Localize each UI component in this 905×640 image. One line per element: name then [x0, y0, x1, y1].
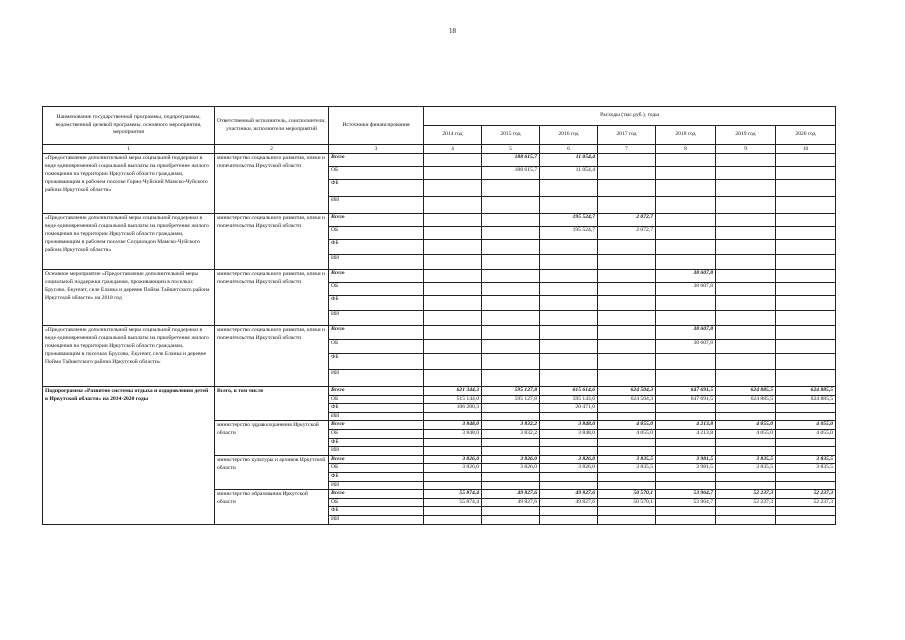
subprogram-name-cell: Подпрограмма «Развитие системы отдыха и оздоровления детей в Иркутской области» на 2014-2020 годы: [43, 387, 215, 525]
value-cell: [716, 326, 776, 340]
column-number: 6: [540, 145, 598, 154]
source-cell: ОБ: [329, 283, 424, 296]
source-cell: Всего: [329, 490, 424, 499]
value-cell: 624 885,5: [716, 395, 776, 404]
source-cell: ИИ: [329, 370, 424, 387]
value-cell: [716, 311, 776, 326]
value-cell: [598, 311, 656, 326]
value-cell: [656, 354, 716, 370]
value-cell: [598, 438, 656, 447]
value-cell: [424, 311, 482, 326]
value-cell: [656, 438, 716, 447]
table-row: [43, 154, 836, 167]
value-cell: [656, 447, 716, 456]
value-cell: 11 054,4: [540, 154, 598, 167]
value-cell: [482, 354, 540, 370]
value-cell: [482, 214, 540, 227]
value-cell: [540, 326, 598, 340]
value-cell: [776, 472, 836, 481]
value-cell: [776, 167, 836, 180]
header-year: 2017 год: [598, 126, 656, 145]
value-cell: [598, 515, 656, 524]
value-cell: [598, 270, 656, 283]
value-cell: [482, 370, 540, 387]
header-year: 2020 год: [776, 126, 836, 145]
value-cell: 3 826,0: [424, 455, 482, 464]
value-cell: [482, 311, 540, 326]
value-cell: [540, 481, 598, 490]
value-cell: 3 981,5: [656, 464, 716, 473]
value-cell: [598, 447, 656, 456]
value-cell: [776, 240, 836, 255]
value-cell: [598, 472, 656, 481]
value-cell: 647 691,5: [656, 395, 716, 404]
value-cell: [424, 197, 482, 214]
value-cell: [540, 296, 598, 311]
value-cell: [776, 270, 836, 283]
value-cell: 3 835,5: [716, 464, 776, 473]
value-cell: [656, 214, 716, 227]
value-cell: [776, 481, 836, 490]
value-cell: 53 964,7: [656, 498, 716, 507]
value-cell: [776, 180, 836, 197]
program-name-cell: «Предоставление дополнительной меры социальной поддержки в виде единовременной социальной выплаты на приобретение жилого помещения на территории Иркутской области гражданам, проживающим в поселках Брусово, Екунчет, селе Еланка и деревне Пойма Тайшетского района Иркутской области»: [43, 326, 215, 387]
value-cell: [482, 472, 540, 481]
value-cell: [776, 370, 836, 387]
value-cell: [656, 481, 716, 490]
value-cell: 615 614,6: [540, 387, 598, 396]
value-cell: 4 055,0: [716, 429, 776, 438]
value-cell: [776, 515, 836, 524]
header-source: Источники финансирования: [329, 107, 424, 145]
value-cell: [598, 180, 656, 197]
value-cell: [540, 370, 598, 387]
value-cell: 4 213,8: [656, 429, 716, 438]
value-cell: 52 237,3: [716, 498, 776, 507]
value-cell: 195 524,7: [540, 227, 598, 240]
page-number: 18: [449, 27, 456, 35]
source-cell: ОБ: [329, 227, 424, 240]
value-cell: 106 200,3: [424, 404, 482, 413]
value-cell: 52 237,3: [776, 490, 836, 499]
value-cell: [424, 255, 482, 270]
value-cell: [656, 472, 716, 481]
value-cell: 3 826,0: [424, 464, 482, 473]
table-row: [43, 326, 836, 340]
executor-cell: министерство социального развития, опеки и попечительства Иркутской области: [215, 154, 329, 214]
value-cell: [424, 370, 482, 387]
source-cell: ИИ: [329, 197, 424, 214]
source-cell: Всего: [329, 326, 424, 340]
value-cell: 50 570,1: [598, 498, 656, 507]
value-cell: [776, 326, 836, 340]
value-cell: [540, 270, 598, 283]
value-cell: [540, 472, 598, 481]
value-cell: [424, 412, 482, 421]
value-cell: 3 848,0: [540, 421, 598, 430]
value-cell: [482, 481, 540, 490]
source-cell: ФБ: [329, 472, 424, 481]
program-name-cell: «Предоставление дополнительной меры социальной поддержки в виде единовременной социальной выплаты на приобретение жилого помещения на территории Иркутской области гражданам, проживающим в рабочем поселке Согдиондон Мамско-Чуйского района Иркутской области»: [43, 214, 215, 270]
value-cell: [776, 311, 836, 326]
value-cell: [716, 167, 776, 180]
header-year: 2014 год: [424, 126, 482, 145]
value-cell: [716, 180, 776, 197]
value-cell: 3 835,5: [716, 455, 776, 464]
value-cell: [716, 412, 776, 421]
value-cell: [656, 255, 716, 270]
value-cell: [482, 283, 540, 296]
source-cell: Всего: [329, 270, 424, 283]
value-cell: [482, 507, 540, 516]
source-cell: ОБ: [329, 340, 424, 354]
value-cell: 55 874,4: [424, 490, 482, 499]
value-cell: [776, 412, 836, 421]
value-cell: [540, 197, 598, 214]
value-cell: [424, 167, 482, 180]
value-cell: 3 848,0: [540, 429, 598, 438]
value-cell: [776, 227, 836, 240]
budget-table: [42, 106, 836, 525]
value-cell: 621 344,3: [424, 387, 482, 396]
header-year: 2019 год: [716, 126, 776, 145]
value-cell: 38 607,8: [656, 340, 716, 354]
program-name-cell: «Предоставление дополнительной меры социальной поддержки в виде единовременной социальной выплаты на приобретение жилого помещения на территории Иркутской области гражданам, проживающим в рабочем поселке Горно-Чуйский Мамско-Чуйского района Иркутской области»: [43, 154, 215, 214]
value-cell: 55 874,4: [424, 498, 482, 507]
source-cell: ФБ: [329, 296, 424, 311]
source-cell: ИИ: [329, 255, 424, 270]
source-cell: ФБ: [329, 354, 424, 370]
value-cell: [482, 412, 540, 421]
value-cell: [776, 438, 836, 447]
value-cell: [716, 283, 776, 296]
value-cell: 49 827,6: [540, 498, 598, 507]
value-cell: [424, 214, 482, 227]
value-cell: 3 835,5: [598, 464, 656, 473]
value-cell: 624 504,3: [598, 395, 656, 404]
value-cell: [656, 180, 716, 197]
value-cell: [656, 197, 716, 214]
value-cell: [656, 515, 716, 524]
column-number: 3: [329, 145, 424, 154]
value-cell: 3 835,5: [776, 455, 836, 464]
source-cell: Всего: [329, 387, 424, 396]
value-cell: [716, 154, 776, 167]
value-cell: [482, 197, 540, 214]
value-cell: [424, 481, 482, 490]
value-cell: 2 072,7: [598, 214, 656, 227]
value-cell: [716, 214, 776, 227]
value-cell: 3 832,2: [482, 421, 540, 430]
value-cell: [598, 154, 656, 167]
value-cell: [540, 515, 598, 524]
source-cell: ФБ: [329, 180, 424, 197]
value-cell: [540, 255, 598, 270]
value-cell: [540, 340, 598, 354]
value-cell: 515 144,0: [424, 395, 482, 404]
column-numbers-row: [43, 145, 836, 154]
value-cell: [424, 438, 482, 447]
value-cell: [716, 472, 776, 481]
value-cell: 4 055,0: [776, 421, 836, 430]
value-cell: 3 848,0: [424, 429, 482, 438]
value-cell: 624 885,5: [776, 395, 836, 404]
table-row: [43, 387, 836, 396]
source-cell: ОБ: [329, 395, 424, 404]
value-cell: [776, 404, 836, 413]
value-cell: [716, 481, 776, 490]
value-cell: [716, 447, 776, 456]
value-cell: [540, 354, 598, 370]
value-cell: [424, 270, 482, 283]
value-cell: 4 213,8: [656, 421, 716, 430]
source-cell: Всего: [329, 421, 424, 430]
value-cell: [716, 240, 776, 255]
value-cell: [482, 255, 540, 270]
value-cell: [540, 447, 598, 456]
value-cell: 3 832,2: [482, 429, 540, 438]
value-cell: [424, 240, 482, 255]
value-cell: [540, 412, 598, 421]
value-cell: [598, 296, 656, 311]
value-cell: [424, 472, 482, 481]
value-cell: [424, 296, 482, 311]
value-cell: 2 072,7: [598, 227, 656, 240]
value-cell: [424, 326, 482, 340]
executor-cell: министерство культуры и архивов Иркутской области: [215, 455, 329, 489]
value-cell: [482, 270, 540, 283]
executor-cell: министерство здравоохранения Иркутской области: [215, 421, 329, 455]
value-cell: [540, 311, 598, 326]
source-cell: Всего: [329, 154, 424, 167]
value-cell: [598, 255, 656, 270]
value-cell: [482, 515, 540, 524]
value-cell: [656, 154, 716, 167]
value-cell: 49 827,6: [482, 490, 540, 499]
value-cell: 52 237,3: [776, 498, 836, 507]
column-number: 8: [656, 145, 716, 154]
value-cell: [598, 283, 656, 296]
value-cell: [482, 240, 540, 255]
value-cell: 3 835,5: [598, 455, 656, 464]
value-cell: 3 826,0: [482, 464, 540, 473]
value-cell: [424, 340, 482, 354]
table-row: [43, 214, 836, 227]
value-cell: 595 127,8: [482, 387, 540, 396]
value-cell: [656, 507, 716, 516]
table-row: [43, 270, 836, 283]
value-cell: [424, 227, 482, 240]
column-number: 5: [482, 145, 540, 154]
value-cell: [598, 481, 656, 490]
value-cell: [482, 227, 540, 240]
value-cell: 20 471,0: [540, 404, 598, 413]
value-cell: [776, 255, 836, 270]
column-number: 4: [424, 145, 482, 154]
value-cell: [598, 340, 656, 354]
value-cell: [776, 507, 836, 516]
value-cell: 4 055,0: [716, 421, 776, 430]
value-cell: 50 570,1: [598, 490, 656, 499]
value-cell: [424, 447, 482, 456]
value-cell: [540, 180, 598, 197]
value-cell: [424, 283, 482, 296]
value-cell: [482, 404, 540, 413]
value-cell: [716, 255, 776, 270]
value-cell: 195 524,7: [540, 214, 598, 227]
source-cell: ОБ: [329, 429, 424, 438]
value-cell: [716, 354, 776, 370]
source-cell: ИИ: [329, 447, 424, 456]
value-cell: 3 848,0: [424, 421, 482, 430]
executor-cell: министерство социального развития, опеки и попечительства Иркутской области: [215, 326, 329, 387]
value-cell: [598, 370, 656, 387]
executor-cell: министерство социального развития, опеки и попечительства Иркутской области: [215, 270, 329, 326]
value-cell: [482, 296, 540, 311]
value-cell: 3 826,0: [540, 455, 598, 464]
value-cell: [598, 240, 656, 255]
value-cell: [776, 283, 836, 296]
value-cell: 624 504,3: [598, 387, 656, 396]
column-number: 1: [43, 145, 215, 154]
value-cell: 11 054,4: [540, 167, 598, 180]
column-number: 9: [716, 145, 776, 154]
value-cell: [656, 240, 716, 255]
value-cell: [598, 507, 656, 516]
value-cell: 188 615,7: [482, 167, 540, 180]
value-cell: [716, 227, 776, 240]
source-cell: ФБ: [329, 438, 424, 447]
column-number: 7: [598, 145, 656, 154]
value-cell: 3 826,0: [482, 455, 540, 464]
value-cell: [482, 447, 540, 456]
value-cell: 647 691,5: [656, 387, 716, 396]
value-cell: 624 885,5: [716, 387, 776, 396]
value-cell: [656, 311, 716, 326]
value-cell: 53 964,7: [656, 490, 716, 499]
header-expenses: Расходы (тыс.руб.), годы: [424, 107, 836, 126]
source-cell: ИИ: [329, 311, 424, 326]
value-cell: 3 835,5: [776, 464, 836, 473]
value-cell: [424, 354, 482, 370]
value-cell: 188 615,7: [482, 154, 540, 167]
value-cell: [598, 326, 656, 340]
value-cell: [716, 197, 776, 214]
value-cell: [716, 270, 776, 283]
value-cell: [776, 197, 836, 214]
value-cell: [716, 438, 776, 447]
value-cell: [656, 296, 716, 311]
value-cell: 52 237,3: [716, 490, 776, 499]
value-cell: [716, 340, 776, 354]
source-cell: ФБ: [329, 240, 424, 255]
source-cell: ИИ: [329, 412, 424, 421]
value-cell: 38 607,8: [656, 270, 716, 283]
value-cell: [424, 154, 482, 167]
value-cell: [776, 214, 836, 227]
value-cell: 4 055,0: [598, 429, 656, 438]
header-year: 2016 год: [540, 126, 598, 145]
value-cell: [598, 354, 656, 370]
value-cell: [776, 447, 836, 456]
source-cell: ОБ: [329, 498, 424, 507]
executor-cell: Всего, в том числе: [215, 387, 329, 421]
source-cell: ОБ: [329, 167, 424, 180]
value-cell: [540, 240, 598, 255]
value-cell: [716, 296, 776, 311]
value-cell: 49 827,6: [540, 490, 598, 499]
value-cell: 595 143,6: [540, 395, 598, 404]
value-cell: [540, 438, 598, 447]
value-cell: [598, 404, 656, 413]
header-name: Наименование государственной программы, подпрограммы, ведомственной целевой программы, основного мероприятия, мероприятия: [43, 107, 215, 145]
value-cell: [424, 180, 482, 197]
program-name-cell: Основное мероприятие «Предоставление дополнительной меры социальной поддержки гражданам, проживающим в поселках Брусово, Екунчет, селе Еланка и деревне Пойма Тайшетского района Иркутской области» на 2018 год: [43, 270, 215, 326]
value-cell: [482, 438, 540, 447]
value-cell: 3 981,5: [656, 455, 716, 464]
header-year: 2018 год: [656, 126, 716, 145]
value-cell: [598, 412, 656, 421]
source-cell: Всего: [329, 455, 424, 464]
value-cell: [656, 227, 716, 240]
source-cell: ФБ: [329, 507, 424, 516]
value-cell: [776, 296, 836, 311]
value-cell: 3 826,0: [540, 464, 598, 473]
value-cell: [656, 412, 716, 421]
value-cell: [482, 326, 540, 340]
value-cell: 38 607,8: [656, 326, 716, 340]
executor-cell: министерство социального развития, опеки и попечительства Иркутской области: [215, 214, 329, 270]
value-cell: [776, 154, 836, 167]
value-cell: 595 127,8: [482, 395, 540, 404]
source-cell: ИИ: [329, 481, 424, 490]
header-year: 2015 год: [482, 126, 540, 145]
source-cell: ФБ: [329, 404, 424, 413]
column-number: 10: [776, 145, 836, 154]
value-cell: [716, 507, 776, 516]
value-cell: [598, 197, 656, 214]
value-cell: [598, 167, 656, 180]
value-cell: [716, 370, 776, 387]
value-cell: [482, 180, 540, 197]
value-cell: [776, 354, 836, 370]
value-cell: [540, 283, 598, 296]
value-cell: 38 607,8: [656, 283, 716, 296]
header-executor: Ответственный исполнитель, соисполнители, участники, исполнители мероприятий: [215, 107, 329, 145]
source-cell: ИИ: [329, 515, 424, 524]
value-cell: 624 885,5: [776, 387, 836, 396]
value-cell: [424, 515, 482, 524]
executor-cell: министерство образования Иркутской области: [215, 490, 329, 524]
value-cell: [482, 340, 540, 354]
value-cell: [656, 370, 716, 387]
value-cell: [540, 507, 598, 516]
value-cell: [716, 515, 776, 524]
source-cell: Всего: [329, 214, 424, 227]
value-cell: [656, 404, 716, 413]
value-cell: 4 055,0: [776, 429, 836, 438]
value-cell: [656, 167, 716, 180]
value-cell: 4 055,0: [598, 421, 656, 430]
value-cell: 49 827,6: [482, 498, 540, 507]
column-number: 2: [215, 145, 329, 154]
value-cell: [716, 404, 776, 413]
value-cell: [776, 340, 836, 354]
source-cell: ОБ: [329, 464, 424, 473]
value-cell: [424, 507, 482, 516]
